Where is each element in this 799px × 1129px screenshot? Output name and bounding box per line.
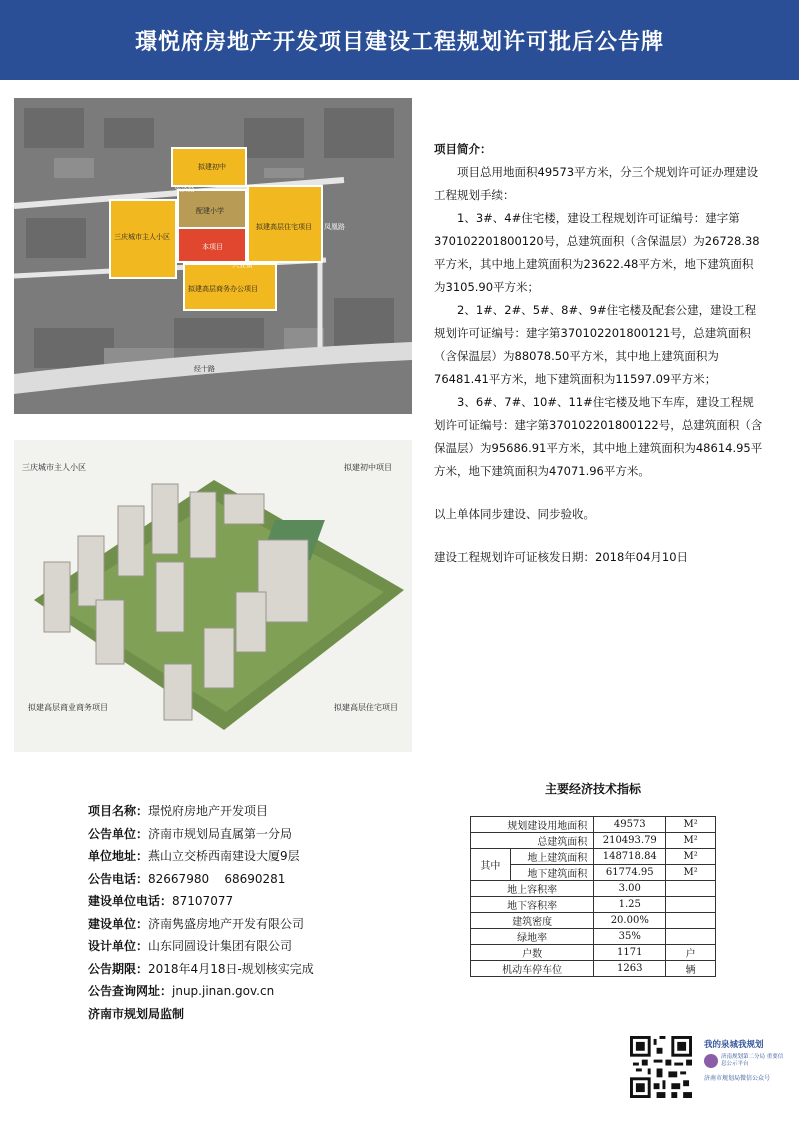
table-row: 户数 1171 户 — [471, 945, 716, 961]
map-label-school: 配建小学 — [196, 207, 224, 215]
info-row: 济南市规划局监制 — [88, 1006, 185, 1021]
table-row: 绿地率 35% — [471, 929, 716, 945]
info-row: 单位地址： 燕山立交桥西南建设大厦9层 — [88, 849, 300, 863]
page-title: 璟悦府房地产开发项目建设工程规划许可批后公告牌 — [134, 29, 664, 55]
table-row: 规划建设用地面积 49573 M² — [471, 817, 716, 833]
render-label-bottom-left: 拟建高层商业商务项目 — [28, 703, 108, 712]
header-bar — [0, 0, 799, 80]
project-intro — [434, 138, 764, 569]
brand-logo-icon — [704, 1054, 718, 1068]
rendering-image — [14, 440, 412, 752]
info-row: 建设单位： 济南隽盛房地产开发有限公司 — [88, 916, 305, 931]
info-row: 公告查询网址： jnup.jinan.gov.cn — [88, 984, 275, 998]
intro-title: 项目简介： — [434, 142, 492, 156]
intro-paragraph-5: 以上单体同步建设、同步验收。 — [434, 507, 595, 521]
render-label-top-left: 三庆城市主人小区 — [22, 463, 86, 472]
render-label-top-right: 拟建初中项目 — [344, 463, 392, 472]
intro-paragraph-1: 项目总用地面积49573平方米，分三个规划许可证办理建设工程规划手续： — [434, 165, 759, 202]
brand-account: 济南市规划局微信公众号 — [704, 1075, 771, 1082]
map-label-middle-school: 拟建初中 — [198, 163, 226, 171]
map-label-road4: 经十路 — [194, 365, 215, 373]
info-row: 公告电话： 82667980 68690281 — [88, 871, 286, 886]
intro-paragraph-2: 1、3#、4#住宅楼，建设工程规划许可证编号：建字第370102201800120号，总建筑面积（含保温层）为26728.38平方米，其中地上建筑面积为23622.48平方米，地下建筑面积为3105.90平方米； — [434, 211, 760, 294]
table-row: 机动车停车位 1263 辆 — [471, 961, 716, 977]
permit-date: 建设工程规划许可证核发日期：2018年04月10日 — [434, 550, 689, 564]
brand-name: 我的泉城我规划 — [704, 1040, 764, 1050]
brand-block — [704, 1038, 786, 1082]
table-row: 总建筑面积 210493.79 M² — [471, 833, 716, 849]
info-row: 设计单位： 山东同圆设计集团有限公司 — [88, 939, 293, 953]
table-row: 地上容积率 3.00 — [471, 881, 716, 897]
render-label-bottom-right: 拟建高层住宅项目 — [334, 703, 398, 712]
table-row: 其中 地上建筑面积 148718.84 M² — [471, 849, 716, 865]
map-label-road3: 凤凰路 — [324, 223, 345, 231]
table-row: 地下建筑面积 61774.95 M² — [471, 865, 716, 881]
map-label-southeast: 拟建高层商务办公项目 — [188, 285, 258, 293]
site-map-image — [14, 98, 412, 414]
map-label-road1: 兴济路 — [174, 185, 195, 193]
intro-paragraph-4: 3、6#、7#、10#、11#住宅楼及地下车库，建设工程规划许可证编号：建字第370102201800122号，总建筑面积（含保温层）为95686.91平方米，其中地上建筑面积为48614.95平方米，地下建筑面积为47071.96平方米。 — [434, 395, 763, 478]
qr-code-icon[interactable] — [630, 1036, 692, 1098]
economic-indicators-table — [470, 816, 716, 977]
intro-paragraph-3: 2、1#、2#、5#、8#、9#住宅楼及配套公建，建设工程规划许可证编号：建字第370102201800121号，总建筑面积（含保温层）为88078.50平方米，其中地上建筑面积为76481.41平方米，地下建筑面积为11597.09平方米； — [434, 303, 757, 386]
info-row: 建设单位电话： 87107077 — [88, 894, 234, 908]
table-row: 地下容积率 1.25 — [471, 897, 716, 913]
info-row: 公告期限： 2018年4月18日-规划核实完成 — [88, 961, 314, 976]
table-title: 主要经济技术指标 — [544, 782, 641, 796]
map-label-east: 拟建高层住宅项目 — [256, 223, 312, 231]
map-label-west: 三庆城市主人小区 — [114, 233, 170, 241]
table-row: 建筑密度 20.00% — [471, 913, 716, 929]
notice-info — [88, 800, 314, 1025]
map-label-project: 本项目 — [202, 243, 223, 251]
map-label-road2: 兴业街 — [232, 261, 253, 269]
info-row: 公告单位： 济南市规划局直属第一分局 — [88, 826, 293, 841]
brand-subtitle: 济南规划第二分局 重要信息公示平台 — [721, 1054, 784, 1067]
info-row: 项目名称： 璟悦府房地产开发项目 — [88, 804, 269, 818]
